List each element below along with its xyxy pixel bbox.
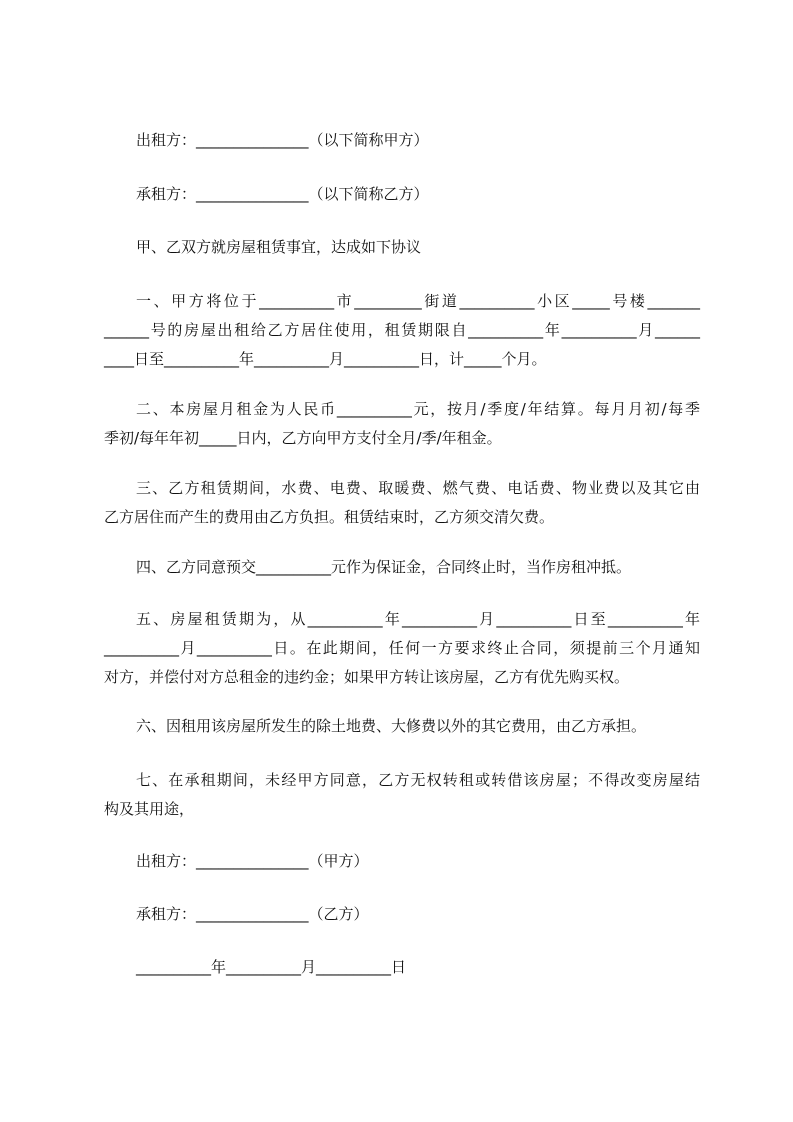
- clause-1: [104, 287, 700, 374]
- clause-6-line-1: 六、因租用该房屋所发生的除土地费、大修费以外的其它费用，由乙方承担。: [136, 717, 647, 735]
- lessor-line: 出租方：_______________（以下简称甲方）: [136, 131, 429, 149]
- clause-5-line-3: 对方，并偿付对方总租金的违约金；如果甲方转让该房屋，乙方有优先购买权。: [104, 668, 630, 686]
- clause-4: [104, 553, 700, 582]
- clause-2-line-2: 季初/每年年初_____日内，乙方向甲方支付全月/季/年租金。: [104, 429, 502, 447]
- clause-3-line-2: 乙方居住而产生的费用由乙方负担。租赁结束时，乙方须交清欠费。: [104, 508, 555, 526]
- clause-2: [104, 395, 700, 453]
- clause-6: [104, 712, 700, 741]
- clause-3: [104, 474, 700, 532]
- clause-5: [104, 605, 700, 692]
- clause-3-line-1: 三、乙方租赁期间，水费、电费、取暖费、燃气费、电话费、物业费以及其它由: [136, 479, 700, 497]
- signature-lessor-line: 出租方：_______________（甲方）: [136, 852, 369, 870]
- clause-5-line-1: 五、房屋租赁期为，从__________年__________月__________日至__________年: [136, 610, 700, 628]
- clause-4-line-1: 四、乙方同意预交__________元作为保证金，合同终止时，当作房租冲抵。: [136, 558, 632, 576]
- clause-1-line-1: 一、甲方将位于__________市_________街道__________小区_____号楼_______: [136, 292, 700, 310]
- clause-7: [104, 766, 700, 824]
- lessee-line: 承租方：_______________（以下简称乙方）: [136, 185, 429, 203]
- intro-line: 甲、乙双方就房屋租赁事宜，达成如下协议: [136, 238, 422, 256]
- clause-1-line-2: ______号的房屋出租给乙方居住使用，租赁期限自__________年__________月______: [104, 321, 700, 339]
- signature-date-line: __________年__________月__________日: [136, 958, 407, 976]
- clause-7-line-2: 构及其用途，: [104, 800, 195, 818]
- clause-5-line-2: __________月__________日。在此期间，任何一方要求终止合同，须提前三个月通知: [104, 639, 700, 657]
- signature-lessee-line: 承租方：_______________（乙方）: [136, 905, 369, 923]
- clause-1-line-3: ____日至__________年__________月__________日，计_____个月。: [104, 350, 547, 368]
- clause-7-line-1: 七、在承租期间，未经甲方同意，乙方无权转租或转借该房屋；不得改变房屋结: [136, 771, 700, 789]
- clause-2-line-1: 二、本房屋月租金为人民币__________元，按月/季度/年结算。每月月初/每季: [136, 400, 700, 418]
